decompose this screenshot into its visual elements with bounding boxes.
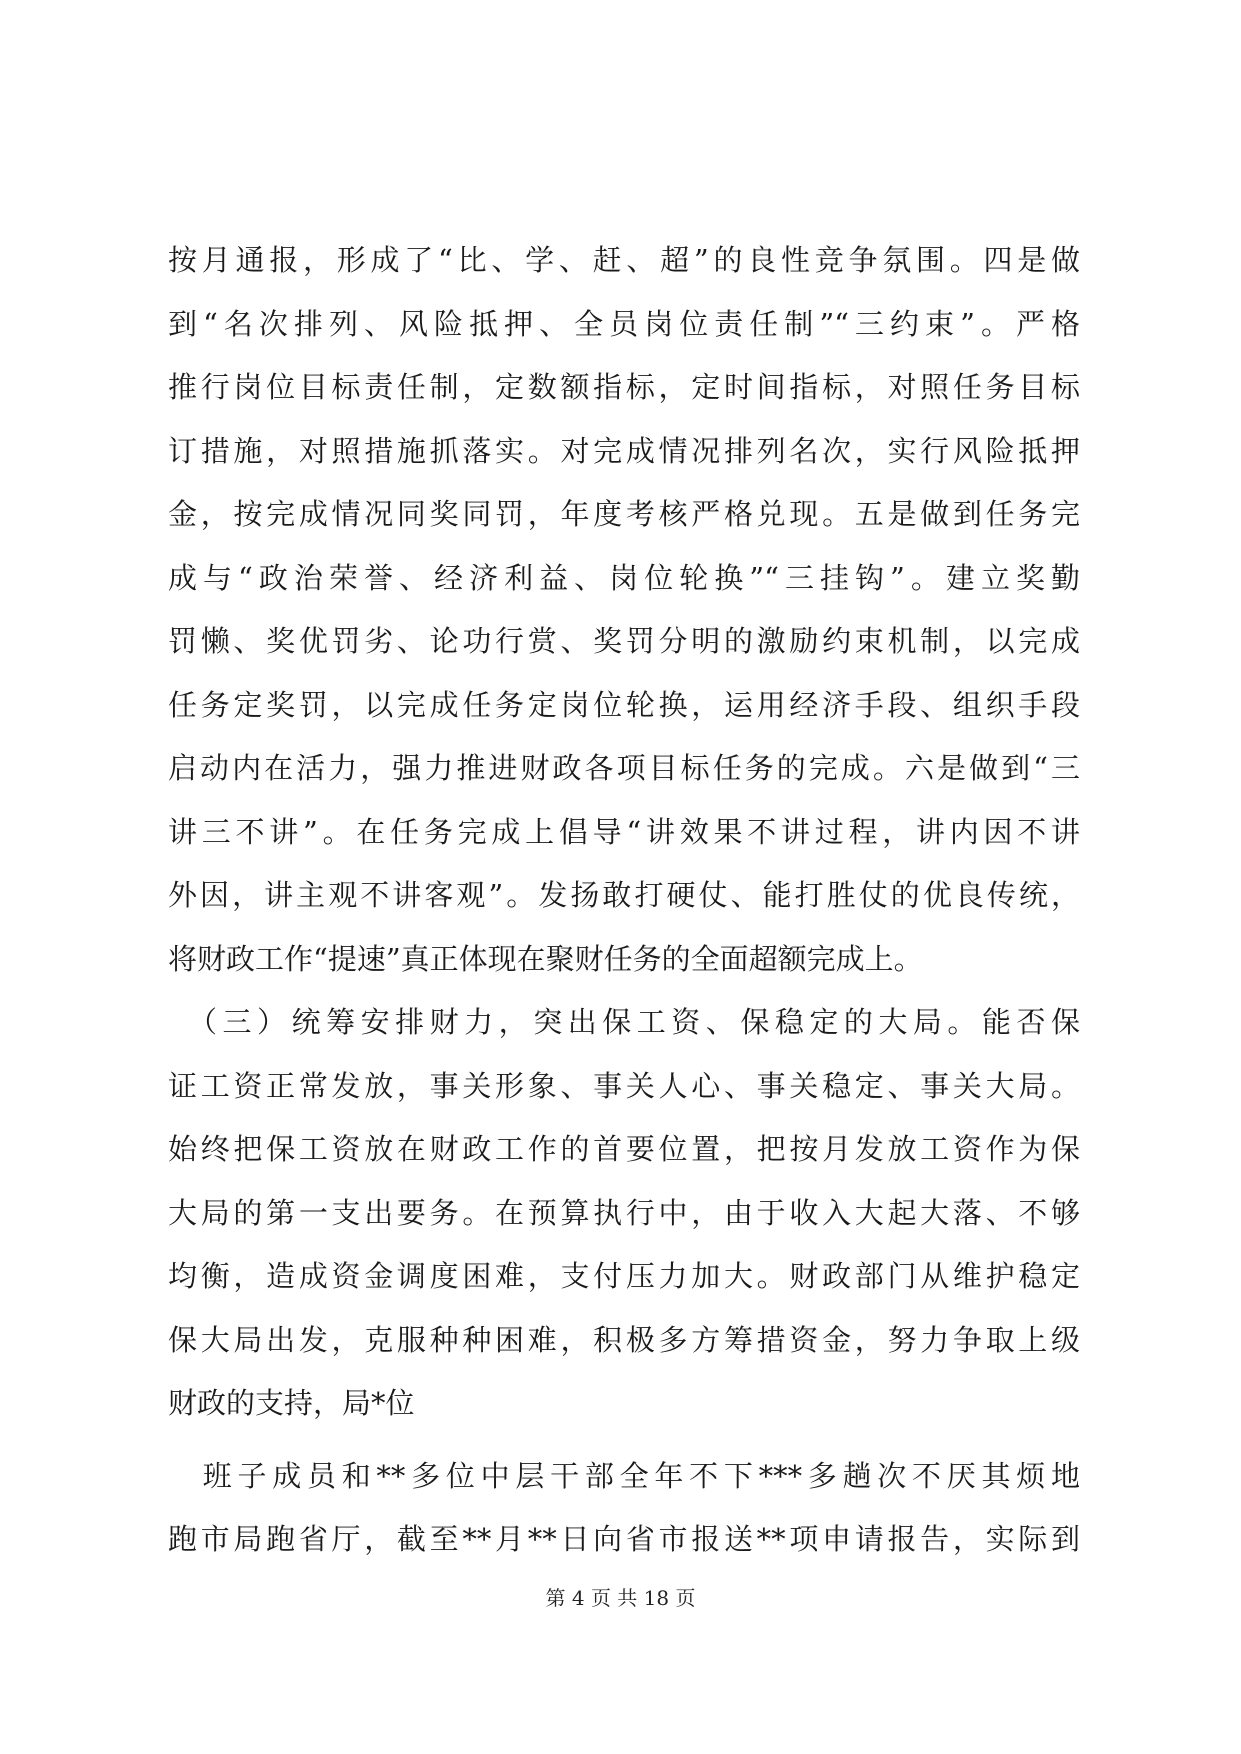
text-line: 证工资正常发放，事关形象、事关人心、事关稳定、事关大局。: [168, 1068, 1080, 1103]
text-line: 班子成员和**多位中层干部全年不下***多趟次不厌其烦地: [168, 1458, 1080, 1493]
text-line: 始终把保工资放在财政工作的首要位置，把按月发放工资作为保: [168, 1132, 1080, 1166]
text-line: 跑市局跑省厅，截至**月**日向省市报送**项申请报告，实际到: [168, 1522, 1080, 1556]
text-line: 到“名次排列、风险抵押、全员岗位责任制”“三约束”。严格: [168, 306, 1080, 341]
text-line: 任务定奖罚，以完成任务定岗位轮换，运用经济手段、组织手段: [168, 687, 1080, 722]
body-text: [168, 229, 1080, 1572]
text-line: 金，按完成情况同奖同罚，年度考核严格兑现。五是做到任务完: [168, 497, 1080, 531]
text-line: 按月通报，形成了“比、学、赶、超”的良性竞争氛围。四是做: [168, 243, 1080, 277]
text-line: 讲三不讲”。在任务完成上倡导“讲效果不讲过程，讲内因不讲: [168, 814, 1080, 849]
text-line: 成与“政治荣誉、经济利益、岗位轮换”“三挂钩”。建立奖勤: [168, 560, 1080, 595]
text-line: 罚懒、奖优罚劣、论功行赏、奖罚分明的激励约束机制，以完成: [168, 624, 1080, 658]
text-line: 启动内在活力，强力推进财政各项目标任务的完成。六是做到“三: [168, 751, 1080, 785]
paragraph-gap: [168, 1436, 1080, 1445]
page-footer: 第 4 页 共 18 页: [545, 1586, 696, 1610]
text-line: 推行岗位目标责任制，定数额指标，定时间指标，对照任务目标: [168, 370, 1080, 404]
text-line: （三）统筹安排财力，突出保工资、保稳定的大局。能否保: [168, 1005, 1080, 1039]
text-line: 财政的支持，局*位: [168, 1386, 415, 1420]
text-line: 保大局出发，克服种种困难，积极多方筹措资金，努力争取上级: [168, 1322, 1080, 1357]
text-line: 均衡，造成资金调度困难，支付压力加大。财政部门从维护稳定: [168, 1259, 1080, 1293]
text-line: 大局的第一支出要务。在预算执行中，由于收入大起大落、不够: [168, 1195, 1080, 1230]
text-line: 将财政工作“提速”真正体现在聚财任务的全面超额完成上。: [168, 941, 923, 976]
text-line: 外因，讲主观不讲客观”。发扬敢打硬仗、能打胜仗的优良传统，: [168, 878, 1080, 912]
text-line: 订措施，对照措施抓落实。对完成情况排列名次，实行风险抵押: [168, 433, 1080, 468]
